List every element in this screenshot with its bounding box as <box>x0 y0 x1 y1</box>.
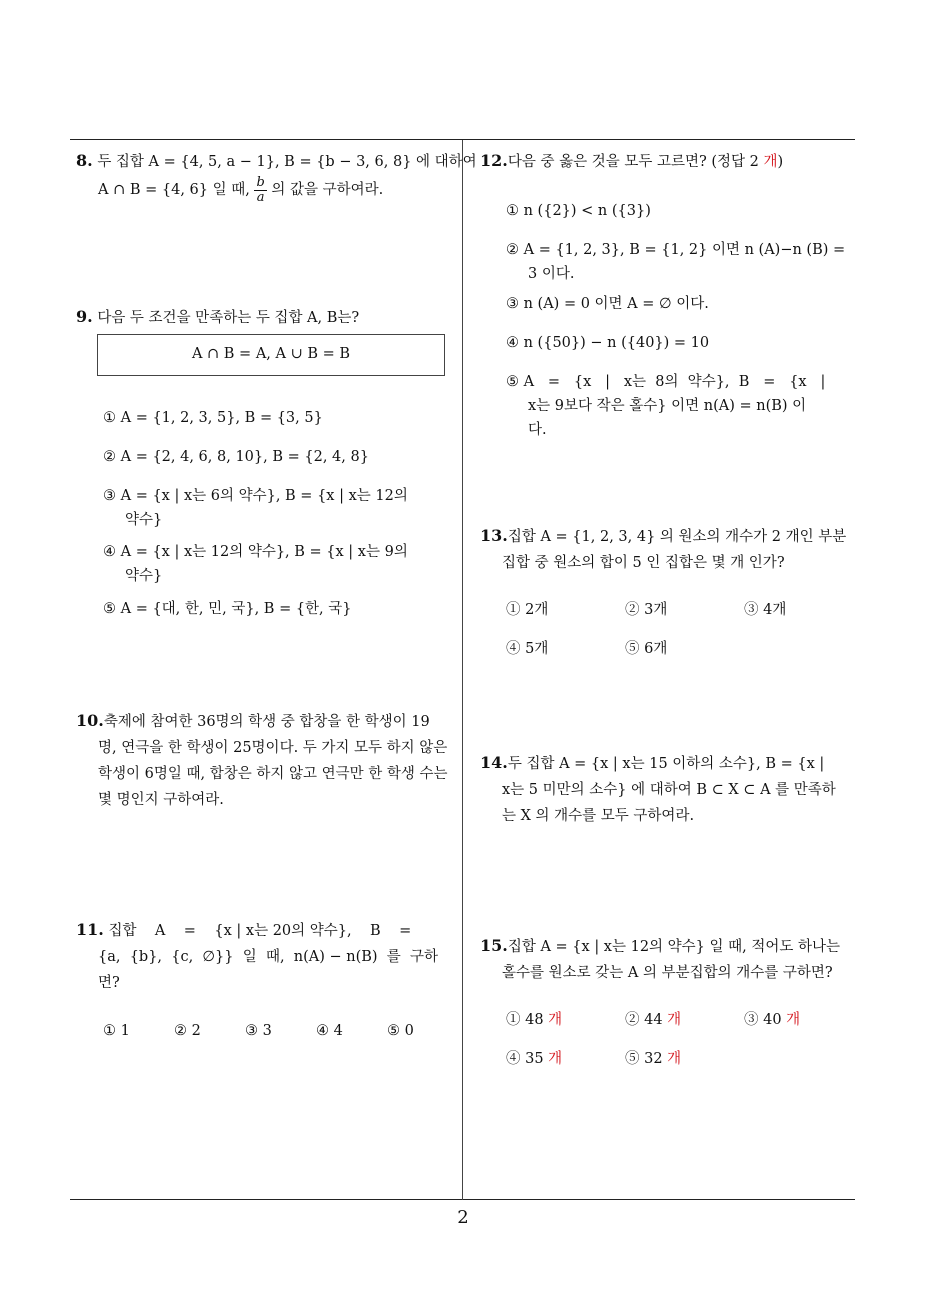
question-number: 15. <box>480 936 508 955</box>
option-mark: ② <box>625 1012 640 1028</box>
option-5[interactable] <box>387 1019 414 1043</box>
condition-text: A ∩ B = A, A ∪ B = B <box>191 346 351 362</box>
option-unit: 개 <box>786 1012 801 1028</box>
option-2[interactable] <box>625 598 667 622</box>
question-text: 다음 두 조건을 만족하는 두 집합 A, B는? <box>97 310 360 326</box>
option-5[interactable] <box>506 370 825 442</box>
question-number: 13. <box>480 526 508 545</box>
question-text-line: 학생이 6명일 때, 합창은 하지 않고 연극만 한 학생 수는 <box>98 766 448 782</box>
option-unit: 개 <box>548 1012 563 1028</box>
option-mark: ① <box>506 203 519 219</box>
option-text: 5개 <box>525 641 549 657</box>
option-mark: ① <box>103 1023 116 1039</box>
condition-box <box>97 334 445 376</box>
option-1[interactable] <box>506 598 548 622</box>
option-text: 32 <box>644 1051 663 1067</box>
question-10 <box>76 708 447 813</box>
question-9 <box>76 304 359 331</box>
option-4[interactable] <box>506 637 548 661</box>
option-mark: ⑤ <box>103 601 116 617</box>
option-mark: ③ <box>744 602 759 618</box>
option-mark: ① <box>506 1012 521 1028</box>
option-mark: ① <box>103 410 116 426</box>
fraction <box>254 176 266 205</box>
option-text: 35 <box>525 1051 544 1067</box>
option-5[interactable] <box>103 597 352 621</box>
option-mark: ③ <box>103 488 116 504</box>
option-mark: ④ <box>506 335 519 351</box>
option-1[interactable] <box>103 406 323 430</box>
option-text: 1 <box>120 1023 130 1039</box>
option-text: n (A) = 0 이면 A = ∅ 이다. <box>523 296 709 312</box>
question-text-line: 몇 명인지 구하여라. <box>98 792 224 808</box>
option-mark: ④ <box>506 641 521 657</box>
question-number: 8. <box>76 151 93 170</box>
option-3[interactable] <box>245 1019 272 1043</box>
option-unit: 개 <box>667 1051 682 1067</box>
option-text: 3개 <box>644 602 668 618</box>
option-4[interactable] <box>506 331 709 355</box>
question-text-line: 면? <box>98 975 120 991</box>
option-4[interactable] <box>506 1047 562 1071</box>
option-text: A = {1, 2, 3, 5}, B = {3, 5} <box>120 410 323 426</box>
option-text: A = {x | x는 12의 약수}, B = {x | x는 9의 <box>120 544 408 560</box>
column-divider <box>462 140 463 1200</box>
question-text-line: A ∩ B = {4, 6} 일 때, <box>98 182 250 198</box>
option-2[interactable] <box>103 445 369 469</box>
option-text: A = {x | x는 6의 약수}, B = {x | x는 12의 <box>120 488 408 504</box>
option-mark: ③ <box>245 1023 258 1039</box>
question-15 <box>480 933 840 986</box>
option-text: 3 이다. <box>528 266 575 282</box>
option-2[interactable] <box>625 1008 681 1032</box>
option-5[interactable] <box>625 1047 681 1071</box>
option-3[interactable] <box>506 292 709 316</box>
option-text: 6개 <box>644 641 668 657</box>
question-text-line: 축제에 참여한 36명의 학생 중 합창을 한 학생이 19 <box>103 714 430 730</box>
option-mark: ③ <box>506 296 519 312</box>
option-unit: 개 <box>548 1051 563 1067</box>
option-mark: ⑤ <box>625 641 640 657</box>
option-1[interactable] <box>103 1019 130 1043</box>
question-text-line: 집합 A = {x | x는 20의 약수}, B = <box>108 923 412 939</box>
option-2[interactable] <box>506 238 845 286</box>
question-number: 14. <box>480 753 508 772</box>
page-number: 2 <box>457 1207 469 1228</box>
option-text: x는 9보다 작은 홀수} 이면 n(A) = n(B) 이 <box>528 398 807 414</box>
option-text: A = {x | x는 8의 약수}, B = {x | <box>523 374 826 390</box>
question-number: 10. <box>76 711 104 730</box>
fraction-numerator: b <box>256 174 265 190</box>
answer-unit: 개 <box>763 154 778 170</box>
option-mark: ② <box>625 602 640 618</box>
option-2[interactable] <box>174 1019 201 1043</box>
question-number: 9. <box>76 307 93 326</box>
question-text-line: 두 집합 A = {4, 5, a − 1}, B = {b − 3, 6, 8} 에 대하여 <box>97 154 477 170</box>
option-text: 40 <box>763 1012 782 1028</box>
question-11 <box>76 917 438 996</box>
option-mark: ⑤ <box>506 374 519 390</box>
question-text-line: 는 X 의 개수를 모두 구하여라. <box>502 808 695 824</box>
option-1[interactable] <box>506 1008 562 1032</box>
question-text-line: 집합 중 원소의 합이 5 인 집합은 몇 개 인가? <box>502 555 785 571</box>
option-mark: ④ <box>316 1023 329 1039</box>
option-4[interactable] <box>316 1019 343 1043</box>
option-text: 3 <box>262 1023 272 1039</box>
question-text-line: x는 5 미만의 소수} 에 대하여 B ⊂ X ⊂ A 를 만족하 <box>502 782 836 798</box>
option-text: n ({50}) − n ({40}) = 10 <box>523 335 710 351</box>
option-text: 약수} <box>125 568 163 584</box>
question-text-line: 명, 연극을 한 학생이 25명이다. 두 가지 모두 하지 않은 <box>98 740 448 756</box>
question-text-line: 집합 A = {x | x는 12의 약수} 일 때, 적어도 하나는 <box>507 939 841 955</box>
option-mark: ② <box>103 449 116 465</box>
option-text: 44 <box>644 1012 663 1028</box>
option-text: 2 <box>191 1023 201 1039</box>
option-mark: ④ <box>103 544 116 560</box>
question-text: 다음 중 옳은 것을 모두 고르면? (정답 2 <box>507 154 759 170</box>
option-text: 0 <box>404 1023 414 1039</box>
option-text: n ({2}) < n ({3}) <box>523 203 651 219</box>
question-12 <box>480 148 783 175</box>
question-number: 11. <box>76 920 104 939</box>
option-unit: 개 <box>667 1012 682 1028</box>
question-number: 12. <box>480 151 508 170</box>
question-text-line: 홀수를 원소로 갖는 A 의 부분집합의 개수를 구하면? <box>502 965 833 981</box>
question-13 <box>480 523 846 576</box>
question-text-line: 의 값을 구하여라. <box>271 182 384 198</box>
option-3[interactable] <box>103 484 408 532</box>
question-14 <box>480 750 836 829</box>
option-1[interactable] <box>506 199 651 223</box>
question-8 <box>76 148 477 205</box>
option-3[interactable] <box>744 598 786 622</box>
option-mark: ② <box>174 1023 187 1039</box>
option-mark: ⑤ <box>387 1023 400 1039</box>
option-text: 4 <box>333 1023 343 1039</box>
option-mark: ③ <box>744 1012 759 1028</box>
option-mark: ② <box>506 242 519 258</box>
option-3[interactable] <box>744 1008 800 1032</box>
option-text: A = {2, 4, 6, 8, 10}, B = {2, 4, 8} <box>120 449 369 465</box>
question-text-line: 두 집합 A = {x | x는 15 이하의 소수}, B = {x | <box>507 756 825 772</box>
question-text-line: {a, {b}, {c, ∅}} 일 때, n(A) − n(B) 를 구하 <box>98 949 439 965</box>
option-mark: ① <box>506 602 521 618</box>
option-text: 2개 <box>525 602 549 618</box>
fraction-denominator: a <box>256 189 265 205</box>
option-5[interactable] <box>625 637 667 661</box>
question-text-close: ) <box>777 154 784 170</box>
option-text: A = {1, 2, 3}, B = {1, 2} 이면 n (A)−n (B) = <box>523 242 846 258</box>
option-4[interactable] <box>103 540 408 588</box>
option-text: 약수} <box>125 512 163 528</box>
option-mark: ④ <box>506 1051 521 1067</box>
option-text: 다. <box>528 422 547 438</box>
option-text: 48 <box>525 1012 544 1028</box>
question-text-line: 집합 A = {1, 2, 3, 4} 의 원소의 개수가 2 개인 부분 <box>507 529 847 545</box>
option-text: A = {대, 한, 민, 국}, B = {한, 국} <box>120 601 352 617</box>
option-mark: ⑤ <box>625 1051 640 1067</box>
option-text: 4개 <box>763 602 787 618</box>
